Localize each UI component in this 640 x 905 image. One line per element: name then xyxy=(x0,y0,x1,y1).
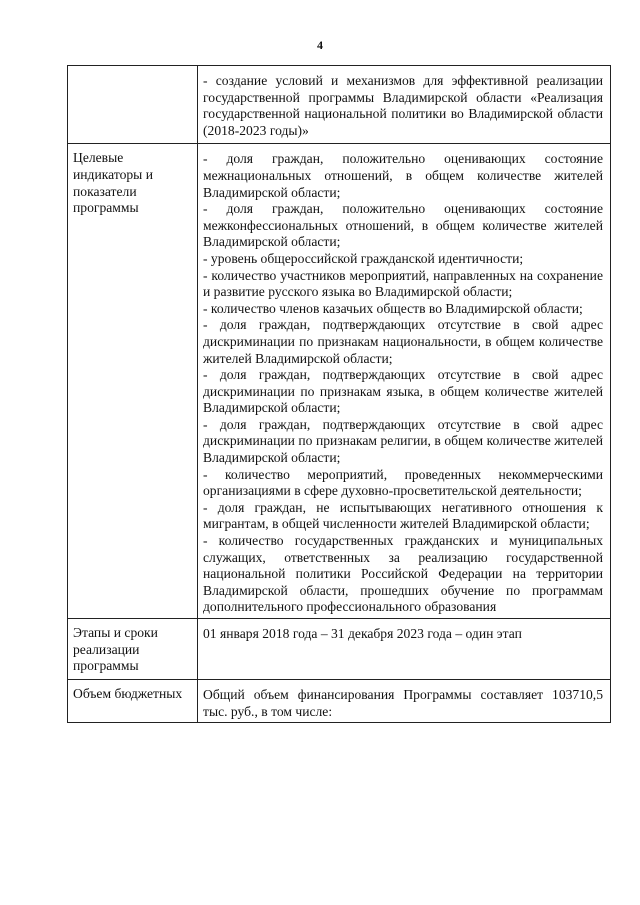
row-label xyxy=(68,66,198,144)
list-item: - доля граждан, подтверждающих отсутствие в свой адрес дискриминации по признакам языка, в общем количестве жителей Владимирской области; xyxy=(203,367,603,416)
row-label: Объем бюджетных xyxy=(68,680,198,723)
table-row xyxy=(68,619,611,680)
table-row xyxy=(68,144,611,619)
list-item: - создание условий и механизмов для эффективной реализации государственной программы Владимирской области «Реализация государственной национальной политики во Владимирской области (2018-2023 годы)» xyxy=(203,73,603,138)
row-label: Целевые индикаторы и показатели программы xyxy=(68,144,198,619)
list-item: - доля граждан, положительно оценивающих состояние межконфессиональных отношений, в общем количестве жителей Владимирской области; xyxy=(203,201,603,250)
list-item: - количество членов казачьих обществ во Владимирской области; xyxy=(203,300,583,316)
list-item: - доля граждан, подтверждающих отсутствие в свой адрес дискриминации по признакам религии, в общем количестве жителей Владимирской области; xyxy=(203,416,603,466)
row-content xyxy=(198,619,611,680)
list-item: - количество участников мероприятий, направленных на сохранение и развитие русского языка во Владимирской области; xyxy=(203,267,603,300)
list-item: 01 января 2018 года – 31 декабря 2023 года – один этап xyxy=(203,626,522,641)
table-row xyxy=(68,680,611,723)
list-item: - количество государственных гражданских и муниципальных служащих, ответственных за реализацию государственной национальной политики Российской Федерации на территории Владимирской области, прошедших обучение по программам дополнительного профессионального образования xyxy=(203,533,603,615)
row-content xyxy=(198,144,611,619)
list-item: Общий объем финансирования Программы составляет 103710,5 тыс. руб., в том числе: xyxy=(203,687,603,719)
program-passport-table xyxy=(67,65,611,723)
list-item: - доля граждан, не испытывающих негативного отношения к мигрантам, в общей численности жителей Владимирской области; xyxy=(203,499,603,532)
table-row xyxy=(68,66,611,144)
row-content xyxy=(198,680,611,723)
list-item: - доля граждан, подтверждающих отсутствие в свой адрес дискриминации по признакам национальности, в общем количестве жителей Владимирской области; xyxy=(203,317,603,366)
row-label: Этапы и сроки реализации программы xyxy=(68,619,198,680)
row-content xyxy=(198,66,611,144)
list-item: - доля граждан, положительно оценивающих состояние межнациональных отношений, в общем количестве жителей Владимирской области; xyxy=(203,151,603,200)
list-item: - уровень общероссийской гражданской идентичности; xyxy=(203,250,524,266)
list-item: - количество мероприятий, проведенных некоммерческими организациями в сфере духовно-просветительской деятельности; xyxy=(203,466,603,499)
page-number: 4 xyxy=(317,38,323,52)
